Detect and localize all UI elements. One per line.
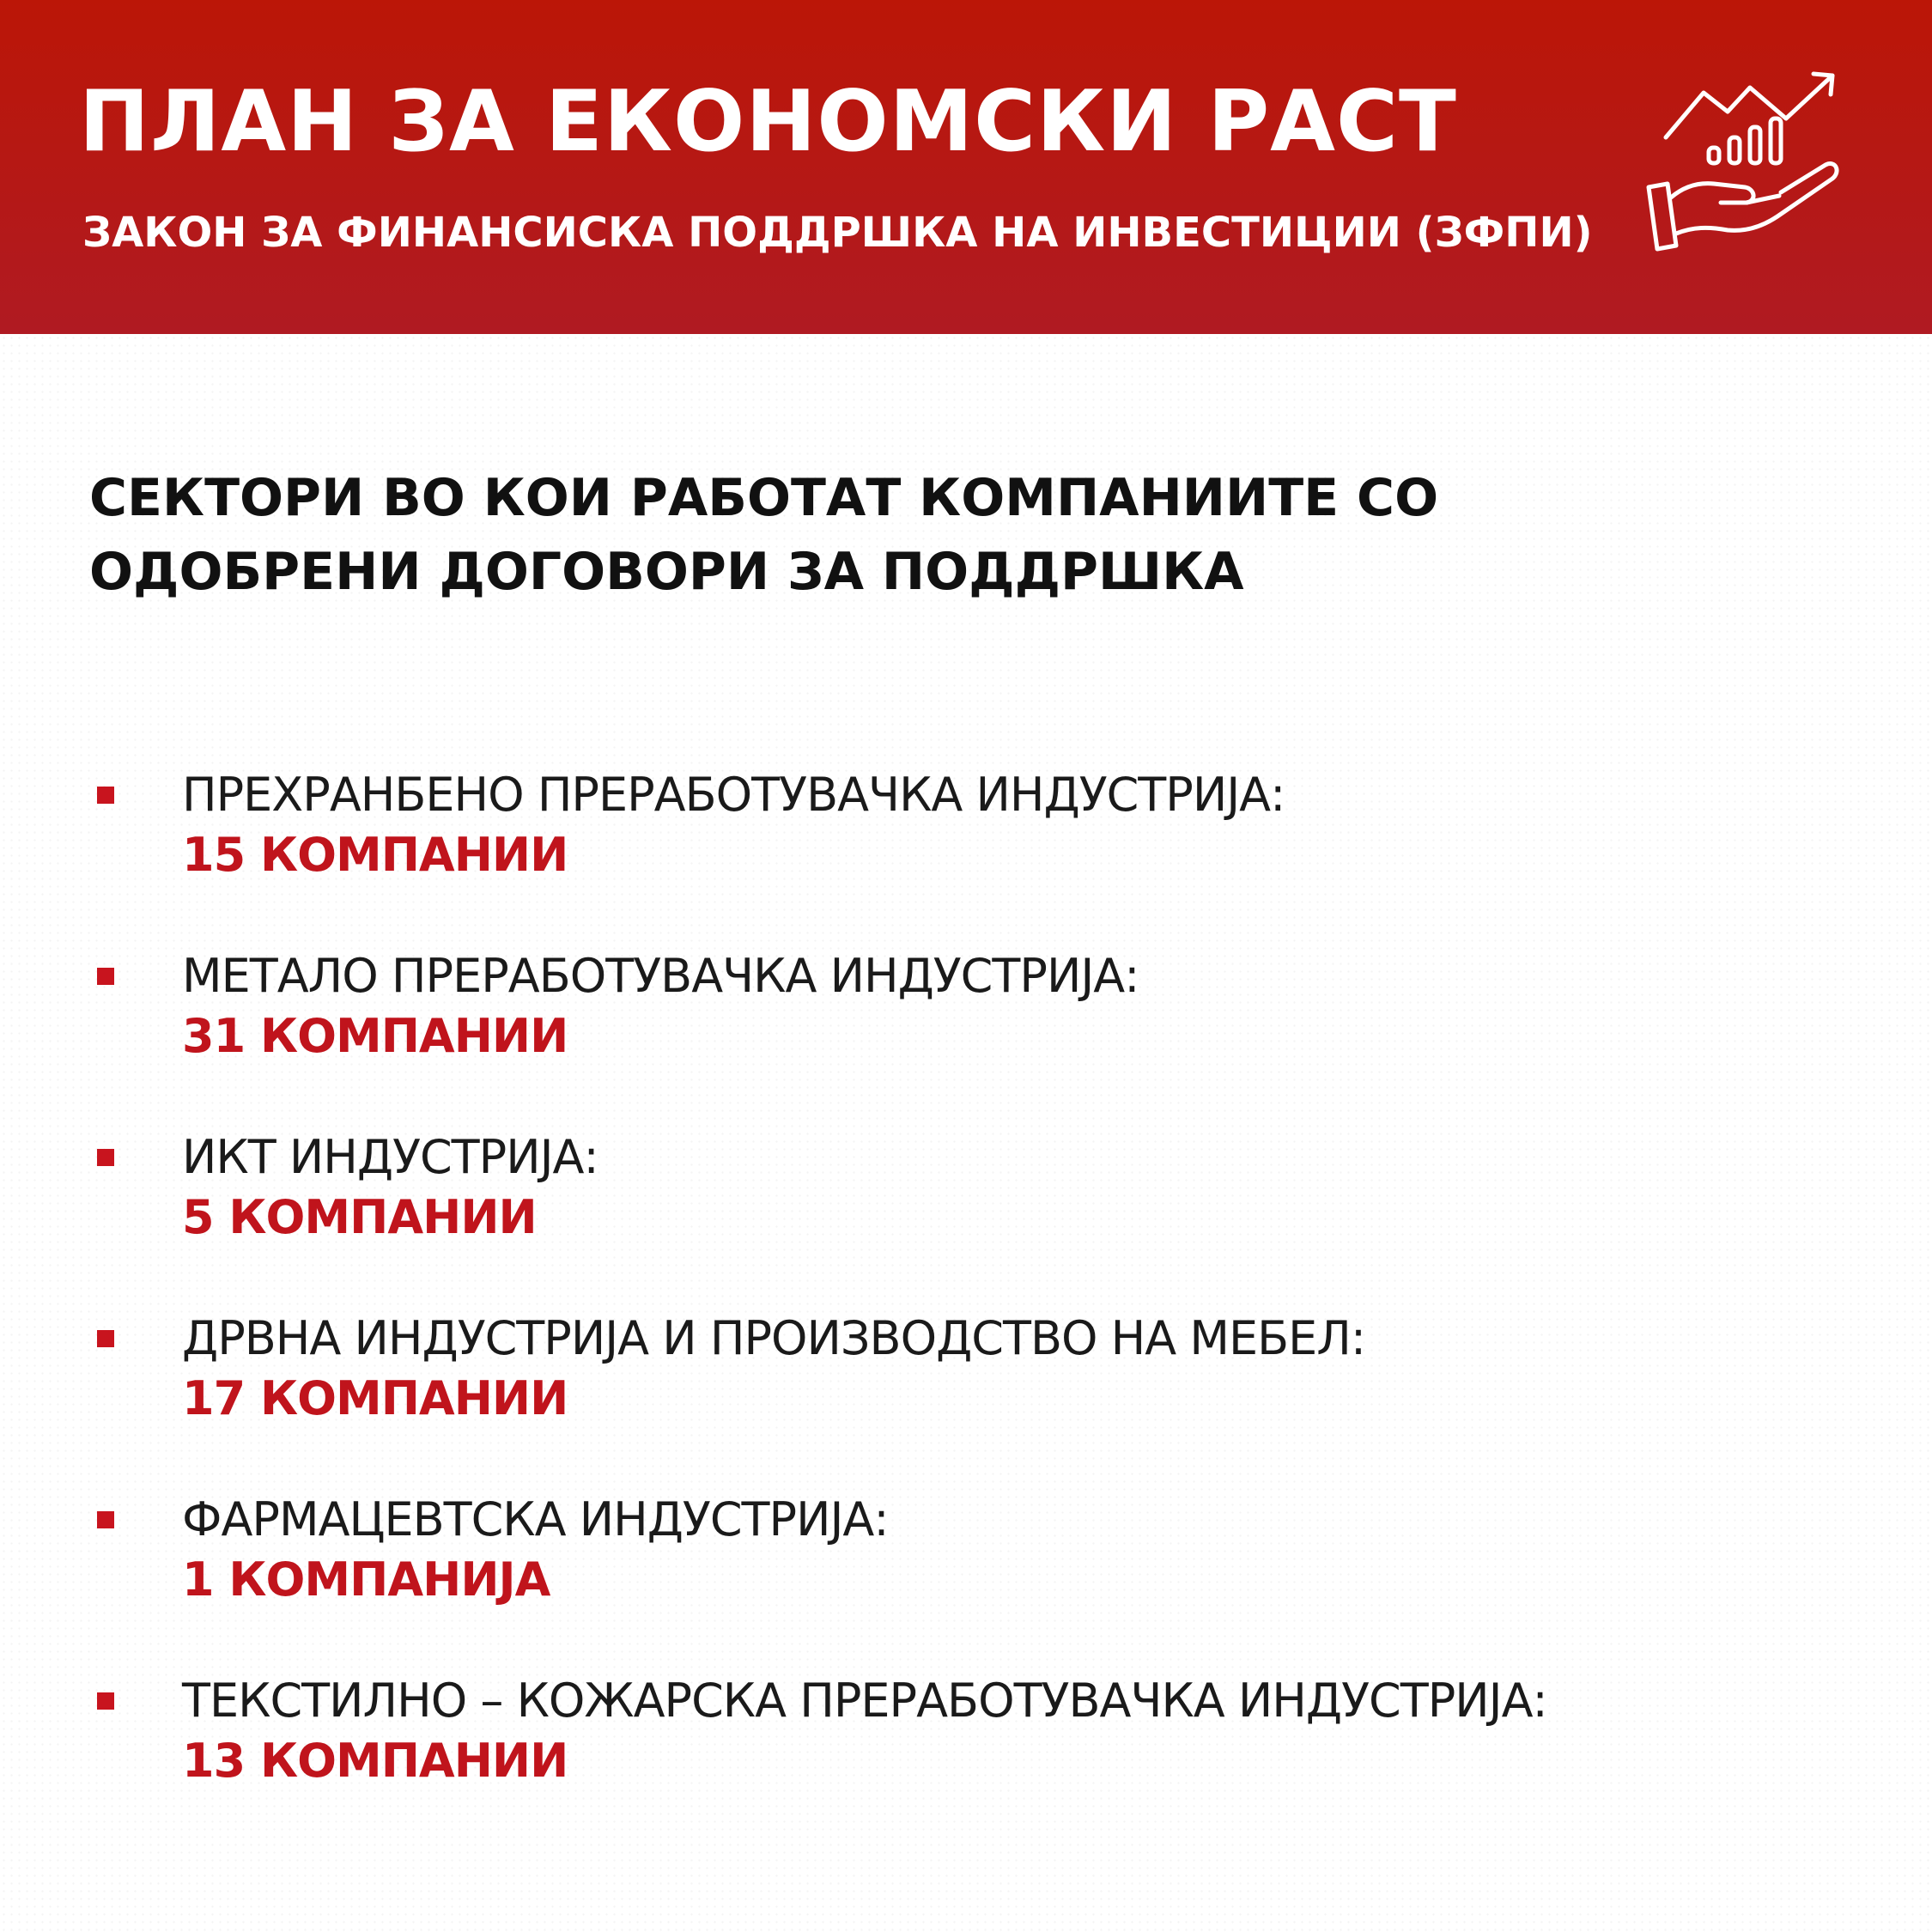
bullet-square-icon <box>97 1149 114 1166</box>
bullet-square-icon <box>97 1330 114 1347</box>
bullet-square-icon <box>97 1692 114 1710</box>
bullet-square-icon <box>97 787 114 804</box>
page-subtitle: ЗАКОН ЗА ФИНАНСИСКА ПОДДРШКА НА ИНВЕСТИЦИИ (ЗФПИ) <box>82 209 1593 257</box>
sector-item <box>0 1669 1717 1841</box>
sector-name: ФАРМАЦЕВТСКА ИНДУСТРИЈА: <box>182 1492 889 1546</box>
growth-hand-chart-icon <box>1642 58 1848 264</box>
section-title <box>89 461 1438 609</box>
sector-name: ТЕКСТИЛНО – КОЖАРСКА ПРЕРАБОТУВАЧКА ИНДУСТРИЈА: <box>182 1674 1547 1728</box>
section-title-line2: ОДОБРЕНИ ДОГОВОРИ ЗА ПОДДРШКА <box>89 542 1244 602</box>
content-area <box>0 334 1932 1932</box>
sector-name: ДРВНА ИНДУСТРИЈА И ПРОИЗВОДСТВО НА МЕБЕЛ: <box>182 1311 1366 1365</box>
sector-item <box>0 1307 1717 1479</box>
sector-count: 1 КОМПАНИЈА <box>182 1552 550 1607</box>
bullet-square-icon <box>97 1511 114 1528</box>
sector-count: 5 КОМПАНИИ <box>182 1190 537 1244</box>
bullet-square-icon <box>97 968 114 985</box>
sector-item <box>0 945 1717 1116</box>
sector-item <box>0 1126 1717 1297</box>
sector-name: МЕТАЛО ПРЕРАБОТУВАЧКА ИНДУСТРИЈА: <box>182 949 1139 1003</box>
page-title: ПЛАН ЗА ЕКОНОМСКИ РАСТ <box>79 73 1457 171</box>
header-banner <box>0 0 1932 334</box>
sector-count: 31 КОМПАНИИ <box>182 1009 568 1063</box>
sector-item <box>0 763 1717 935</box>
sector-item <box>0 1488 1717 1660</box>
sector-name: ПРЕХРАНБЕНО ПРЕРАБОТУВАЧКА ИНДУСТРИЈА: <box>182 768 1285 822</box>
section-title-line1: СЕКТОРИ ВО КОИ РАБОТАТ КОМПАНИИТЕ СО <box>89 468 1439 528</box>
sector-count: 17 КОМПАНИИ <box>182 1371 568 1425</box>
sector-count: 15 КОМПАНИИ <box>182 828 568 882</box>
sector-name: ИКТ ИНДУСТРИЈА: <box>182 1130 598 1184</box>
sector-count: 13 КОМПАНИИ <box>182 1734 568 1788</box>
